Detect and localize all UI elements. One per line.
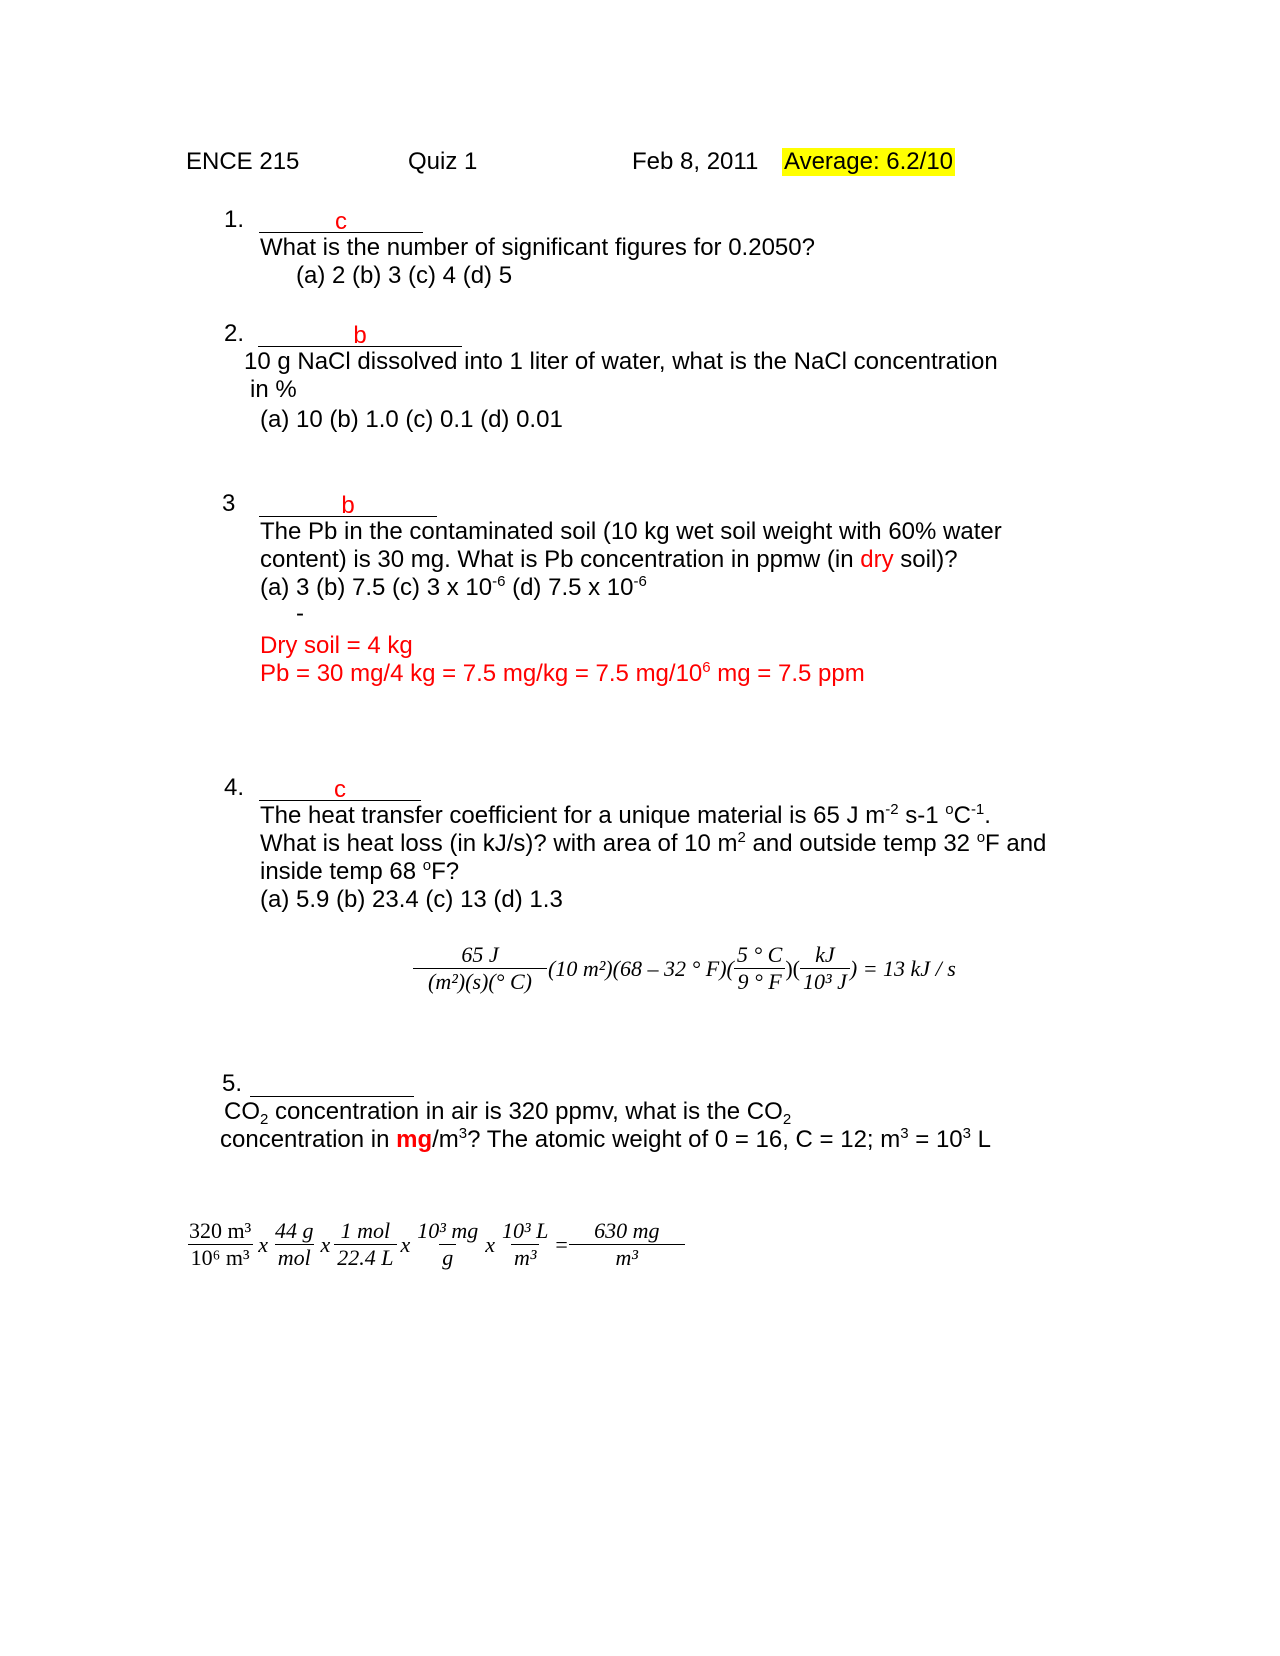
- q1-number: 1.: [224, 206, 245, 233]
- q3-solution-line2: Pb = 30 mg/4 kg = 7.5 mg/kg = 7.5 $mg/10^6$ mg = 7.5 ppm: [260, 659, 865, 687]
- q3-answer-blank: [259, 492, 437, 517]
- q5-eq-times-4: x: [485, 1231, 496, 1257]
- q4-eq-fraction-2: $\frac{5 ^\circ C}{9 ^\circ F}$: [734, 942, 785, 995]
- q3-solution-line1: Dry soil = 4 kg: [260, 632, 413, 659]
- q2-answer: b: [353, 322, 367, 349]
- q5-eq-equals: =: [555, 1231, 568, 1257]
- q5-eq-fraction-3: $\frac{\text{1 mol}}{22.4 L}$: [334, 1218, 396, 1271]
- q5-eq-fraction-4: $\frac{\text{10³ mg}}{g}$: [417, 1218, 479, 1270]
- q5-equation: [186, 1218, 682, 1271]
- q3-dry-emphasis: dry: [860, 546, 894, 573]
- q4-question-line3: inside temp 68 $^o$F?: [260, 857, 460, 885]
- q5-answer-blank: [250, 1072, 414, 1097]
- q1-answer: c: [335, 208, 347, 235]
- q5-eq-fraction-6: $\frac{630 mg}{\text{m³}}$: [572, 1218, 682, 1271]
- q4-question-line2: What is heat loss (in kJ/s)? with area of 10 $m^2$ and outside temp 32 $^o$F and: [260, 829, 1047, 857]
- q5-question-line1: $CO_2$ concentration in air is 320 ppmv, what is the $CO_2$: [224, 1098, 792, 1128]
- q4-eq-middle: (10 m²)(68 – 32 ° F)(: [548, 955, 734, 981]
- q4-number: 4.: [224, 774, 245, 801]
- q4-eq-result: ) = 13 kJ / s: [849, 955, 956, 981]
- q3-number: 3: [222, 490, 236, 517]
- q5-number: 5.: [222, 1070, 243, 1097]
- q4-eq-fraction-1: $\frac{65 J}{\text{(m²)(s)(° C)}}$: [416, 942, 544, 995]
- q4-choices: (a) 5.9 (b) 23.4 (c) 13 (d) 1.3: [260, 886, 563, 913]
- q5-eq-times-2: x: [320, 1231, 331, 1257]
- q2-question-line1: 10 g NaCl dissolved into 1 liter of water, what is the NaCl concentration: [244, 348, 998, 375]
- q1-question: What is the number of significant figures for 0.2050?: [260, 234, 815, 261]
- q2-question-line2: in %: [250, 376, 297, 403]
- q1-choices: (a) 2 (b) 3 (c) 4 (d) 5: [296, 262, 513, 289]
- q3-dash: -: [296, 600, 304, 627]
- q5-eq-fraction-1: $\frac{\text{320 m³}}{\text{10⁶ m³}}$: [189, 1218, 252, 1270]
- q3-answer: b: [341, 492, 355, 519]
- course-code: ENCE 215: [186, 148, 300, 175]
- quiz-date: Feb 8, 2011: [632, 148, 759, 175]
- q3-question-line2: content) is 30 mg. What is Pb concentration in ppmw (in dry soil)?: [260, 546, 958, 573]
- q1-answer-blank: [259, 208, 423, 233]
- q5-eq-times-1: x: [258, 1231, 268, 1257]
- q5-mg-emphasis: mg: [396, 1126, 433, 1153]
- q5-eq-fraction-2: $\frac{44 g}{\text{mol}}$: [274, 1218, 314, 1270]
- average-score: Average: 6.2/10: [784, 148, 954, 175]
- q4-question-line1: The heat transfer coefficient for a unique material is 65 J $m^{-2}$ s-1 $^oC^{-1}$.: [260, 801, 991, 829]
- q2-answer-blank: [258, 322, 462, 347]
- quiz-title: Quiz 1: [408, 148, 478, 175]
- q4-equation: [416, 942, 956, 995]
- q5-eq-times-3: x: [400, 1231, 411, 1257]
- q3-choices: (a) 3 (b) 7.5 (c) 3 x $10^{-6}$ (d) 7.5 x $10^{-6}$: [260, 573, 647, 601]
- q4-eq-between: )(: [785, 955, 800, 981]
- q4-eq-fraction-3: $\frac{kJ}{\text{10³ J}}$: [800, 942, 850, 995]
- q5-eq-fraction-5: $\frac{\text{10³ L}}{\text{m³}}$: [502, 1218, 549, 1270]
- q5-question-line2: concentration in $mg/m^3$? The atomic weight of 0 = 16, C = 12; $m^3 = 10^3$ L: [220, 1125, 991, 1153]
- q2-choices: (a) 10 (b) 1.0 (c) 0.1 (d) 0.01: [260, 406, 563, 433]
- q2-number: 2.: [224, 320, 245, 347]
- q4-answer: c: [334, 776, 346, 803]
- q4-answer-blank: [259, 776, 421, 801]
- q3-question-line1: The Pb in the contaminated soil (10 kg wet soil weight with 60% water: [260, 518, 1002, 545]
